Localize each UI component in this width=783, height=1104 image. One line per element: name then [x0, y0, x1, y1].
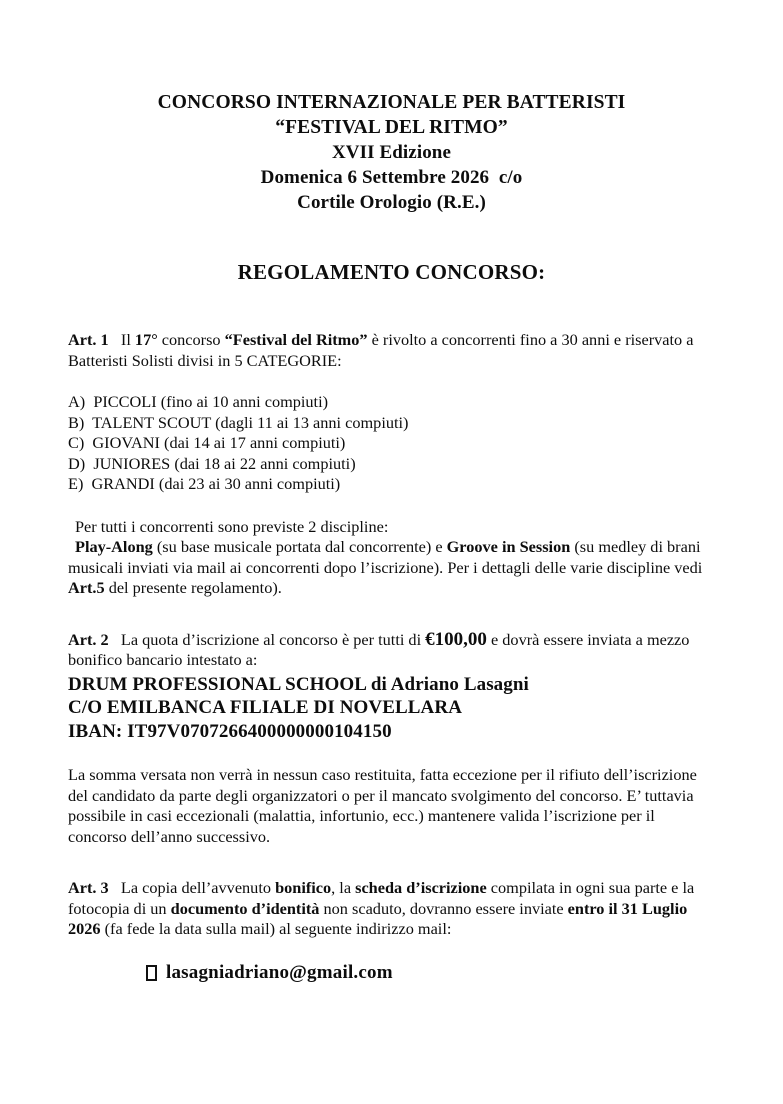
category-name: GRANDI	[91, 474, 155, 493]
category-list	[68, 392, 715, 495]
article-1-text-after-edition: concorso	[157, 330, 225, 349]
contact-email-line	[68, 962, 715, 984]
article-1-text-tail: è rivolto a concorrenti fino a 30 anni e riservato a Batteristi Solisti divisi in 5 CATEGORIE:	[68, 330, 694, 370]
article-2-label: Art. 2	[68, 629, 109, 649]
category-age-range: (fino ai 10 anni compiuti)	[160, 392, 329, 411]
contact-email-address[interactable]: lasagniadriano@gmail.com	[166, 961, 393, 983]
bank-details-block	[68, 673, 715, 744]
category-name: PICCOLI	[93, 392, 157, 411]
disciplines-tail: del presente regolamento).	[104, 578, 282, 597]
article-3-text-1: La copia dell’avvenuto	[120, 878, 276, 897]
article-1-label: Art. 1	[68, 330, 109, 349]
disciplines-body	[68, 537, 715, 599]
category-age-range: (dagli 11 ai 13 anni compiuti)	[215, 412, 409, 432]
discipline-2-description: (su medley di brani musicali inviati via mail ai concorrenti dopo l’iscrizione). Per i dettagli delle varie discipline vedi	[68, 537, 703, 577]
article-3-label: Art. 3	[68, 878, 109, 897]
article-3-bold-bonifico: bonifico	[275, 878, 332, 897]
category-row	[68, 474, 715, 495]
title-line-2: “FESTIVAL DEL RITMO”	[275, 117, 508, 138]
category-age-range: (dai 18 ai 22 anni compiuti)	[174, 453, 356, 473]
category-row	[68, 413, 715, 434]
article-1	[68, 330, 715, 371]
category-name: JUNIORES	[93, 453, 171, 473]
article-1-contest-name: “Festival del Ritmo”	[224, 330, 368, 349]
article-3-bold-scheda: scheda d’iscrizione	[355, 878, 487, 897]
bank-iban: IBAN: IT97V0707266400000000104150	[68, 720, 392, 742]
article-3	[68, 878, 715, 940]
title-line-1: CONCORSO INTERNAZIONALE PER BATTERISTI	[157, 92, 626, 113]
disciplines-heading: Per tutti i concorrenti sono previste 2 discipline:	[75, 516, 389, 536]
title-line-4: Domenica 6 Settembre 2026 c/o	[260, 167, 523, 188]
article-3-text-3: compilata in ogni sua parte e la fotocopia di un	[68, 878, 695, 918]
article-1-text-before-edition: Il	[120, 330, 135, 349]
category-age-range: (dai 23 ai 30 anni compiuti)	[158, 474, 341, 493]
section-heading: REGOLAMENTO CONCORSO:	[237, 260, 546, 284]
bank-branch: C/O EMILBANCA FILIALE DI NOVELLARA	[68, 697, 463, 718]
category-letter: A)	[68, 392, 86, 411]
refund-policy-paragraph: La somma versata non verrà in nessun caso restituita, fatta eccezione per il rifiuto dell’iscrizione del candidato da parte degli organizzatori o per il mancato svolgimento del concorso. E’ tuttavia possibile in casi eccezionali (malattia, infortunio, ecc.) mantenere valida l’iscrizione per il concorso dell’anno successivo.	[68, 765, 697, 846]
disciplines-block	[68, 517, 715, 599]
discipline-article-ref: Art.5	[68, 578, 105, 597]
category-letter: E)	[68, 474, 84, 493]
article-3-text-2: , la	[331, 878, 356, 897]
document-title-block	[68, 0, 715, 215]
article-3-text-4: non scaduto, dovranno essere inviate	[319, 898, 568, 918]
category-name: GIOVANI	[92, 433, 160, 452]
discipline-1-description: (su base musicale portata dal concorrente) e	[152, 537, 447, 556]
category-name: TALENT SCOUT	[92, 412, 211, 432]
discipline-1-name: Play-Along	[75, 537, 153, 556]
article-3-bold-documento: documento d’identità	[170, 898, 320, 918]
category-letter: C)	[68, 433, 85, 452]
article-2-text-after-fee: e dovrà essere inviata a mezzo bonifico bancario intestato a:	[68, 629, 690, 669]
category-letter: D)	[68, 453, 86, 473]
article-3-text-5: (fa fede la data sulla mail) al seguente indirizzo mail:	[100, 919, 452, 938]
envelope-icon	[146, 965, 157, 981]
category-row	[68, 454, 715, 475]
category-age-range: (dai 14 ai 17 anni compiuti)	[164, 433, 346, 452]
article-1-edition: 17°	[134, 330, 158, 349]
discipline-2-name: Groove in Session	[446, 537, 571, 556]
article-2-text-before-fee: La quota d’iscrizione al concorso è per tutti di	[120, 629, 426, 649]
title-line-3: XVII Edizione	[331, 142, 451, 163]
article-3-bold-deadline: entro il 31 Luglio 2026	[68, 898, 688, 938]
category-row	[68, 392, 715, 413]
category-row	[68, 433, 715, 454]
title-line-5: Cortile Orologio (R.E.)	[297, 192, 486, 213]
bank-account-holder: DRUM PROFESSIONAL SCHOOL di Adriano Lasagni	[68, 673, 529, 695]
article-2	[68, 630, 715, 671]
registration-fee: €100,00	[425, 628, 487, 650]
category-letter: B)	[68, 412, 85, 432]
